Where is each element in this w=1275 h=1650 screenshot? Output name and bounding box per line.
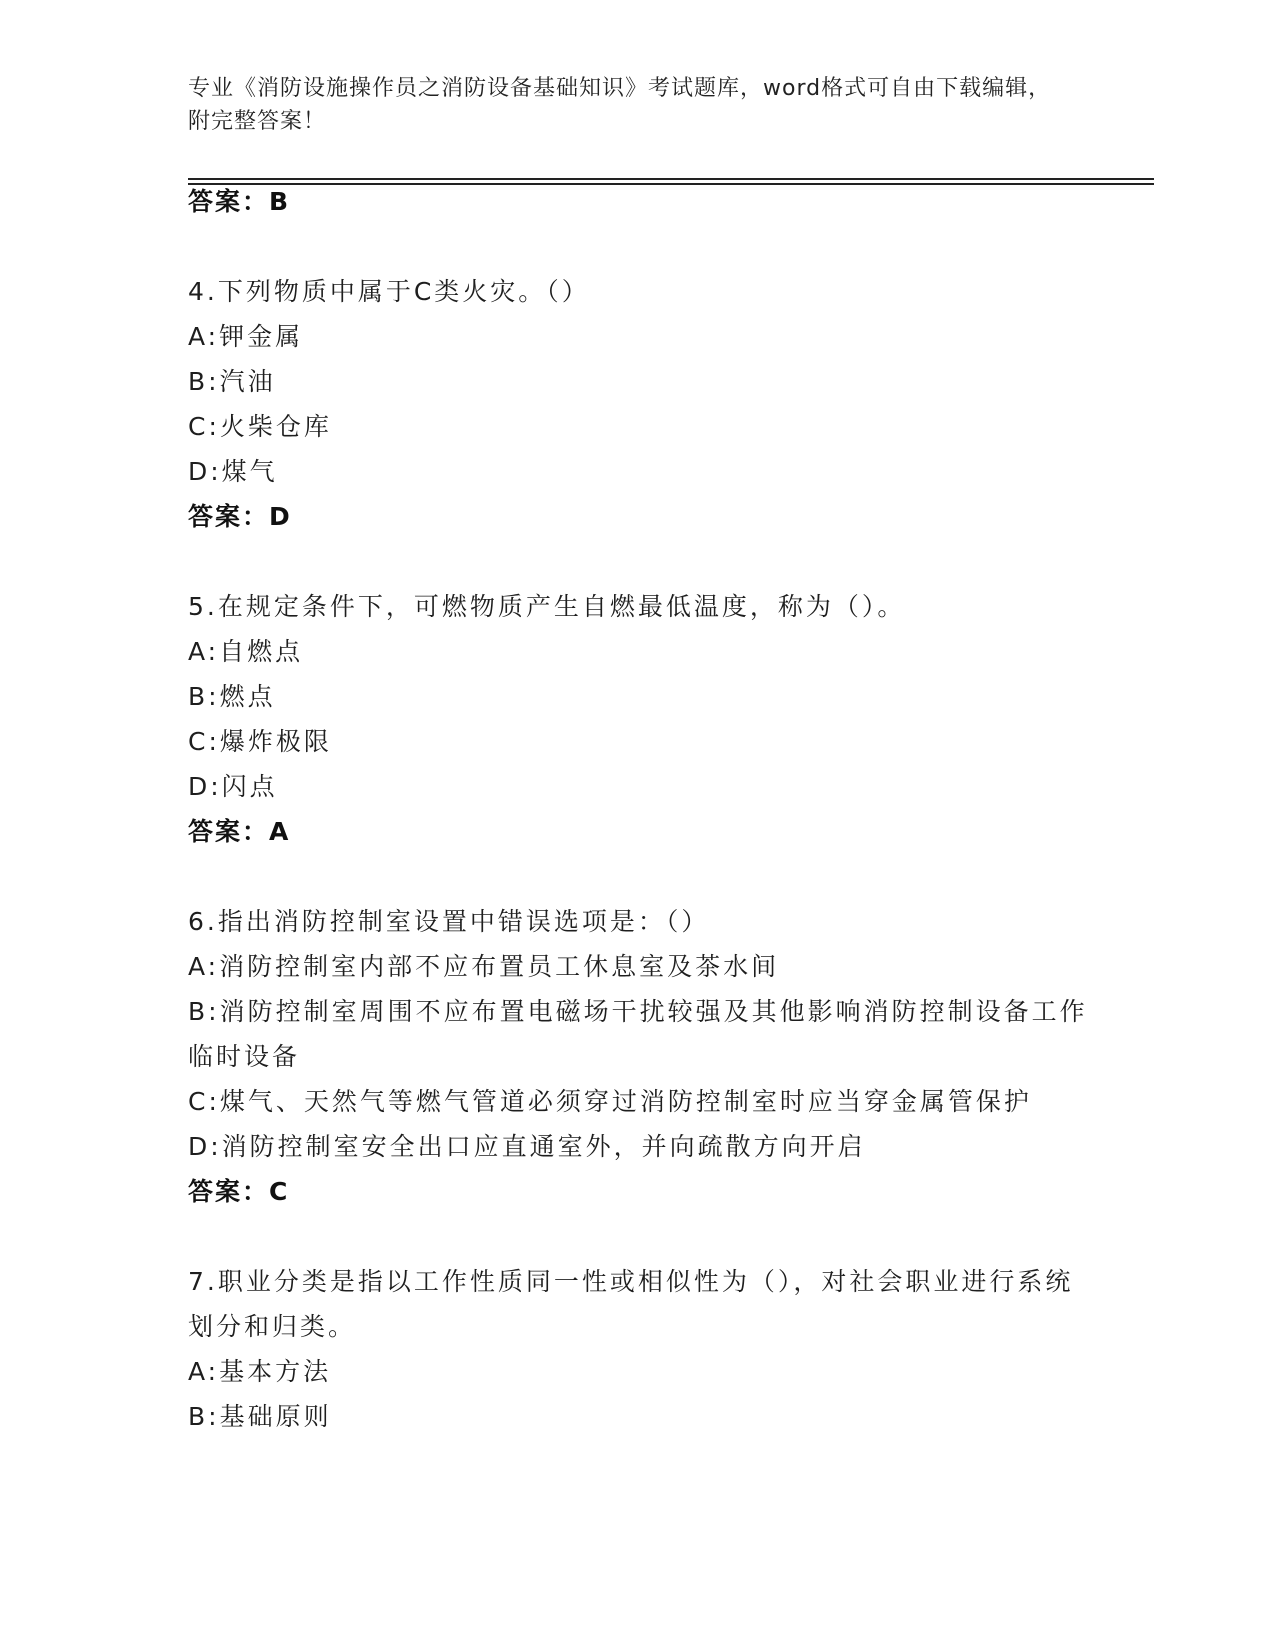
option-c: C:煤气、天然气等燃气管道必须穿过消防控制室时应当穿金属管保护 — [188, 1087, 1032, 1116]
option-b: B:基础原则 — [188, 1402, 332, 1431]
question-stem: 5.在规定条件下，可燃物质产生自燃最低温度，称为（）。 — [188, 592, 906, 621]
option-b: B:消防控制室周围不应布置电磁场干扰较强及其他影响消防控制设备工作临时设备 — [188, 997, 1088, 1071]
question-7 — [188, 1259, 1088, 1439]
document-header: 专业《消防设施操作员之消防设备基础知识》考试题库，word格式可自由下载编辑，附完整答案！ — [188, 76, 1052, 134]
option-c: C:火柴仓库 — [188, 412, 332, 441]
option-b: B:汽油 — [188, 367, 276, 396]
question-stem: 6.指出消防控制室设置中错误选项是：（） — [188, 907, 710, 936]
option-b: B:燃点 — [188, 682, 276, 711]
option-d: D:煤气 — [188, 457, 278, 486]
answer-line: 答案：C — [188, 1177, 290, 1206]
question-6 — [188, 899, 1088, 1214]
option-a: A:自燃点 — [188, 637, 304, 666]
option-a: A:消防控制室内部不应布置员工休息室及茶水间 — [188, 952, 780, 981]
option-a: A:基本方法 — [188, 1357, 332, 1386]
question-list — [188, 179, 1088, 1439]
option-d: D:消防控制室安全出口应直通室外，并向疏散方向开启 — [188, 1132, 866, 1161]
answer-line: 答案：B — [188, 187, 291, 216]
answer-line: 答案：D — [188, 502, 292, 531]
question-5 — [188, 584, 1088, 854]
question-4 — [188, 269, 1088, 539]
question-stem: 7.职业分类是指以工作性质同一性或相似性为（），对社会职业进行系统划分和归类。 — [188, 1267, 1074, 1341]
option-c: C:爆炸极限 — [188, 727, 332, 756]
answer-line: 答案：A — [188, 817, 291, 846]
option-d: D:闪点 — [188, 772, 278, 801]
question-stem: 4.下列物质中属于C类火灾。（） — [188, 277, 590, 306]
option-a: A:钾金属 — [188, 322, 304, 351]
